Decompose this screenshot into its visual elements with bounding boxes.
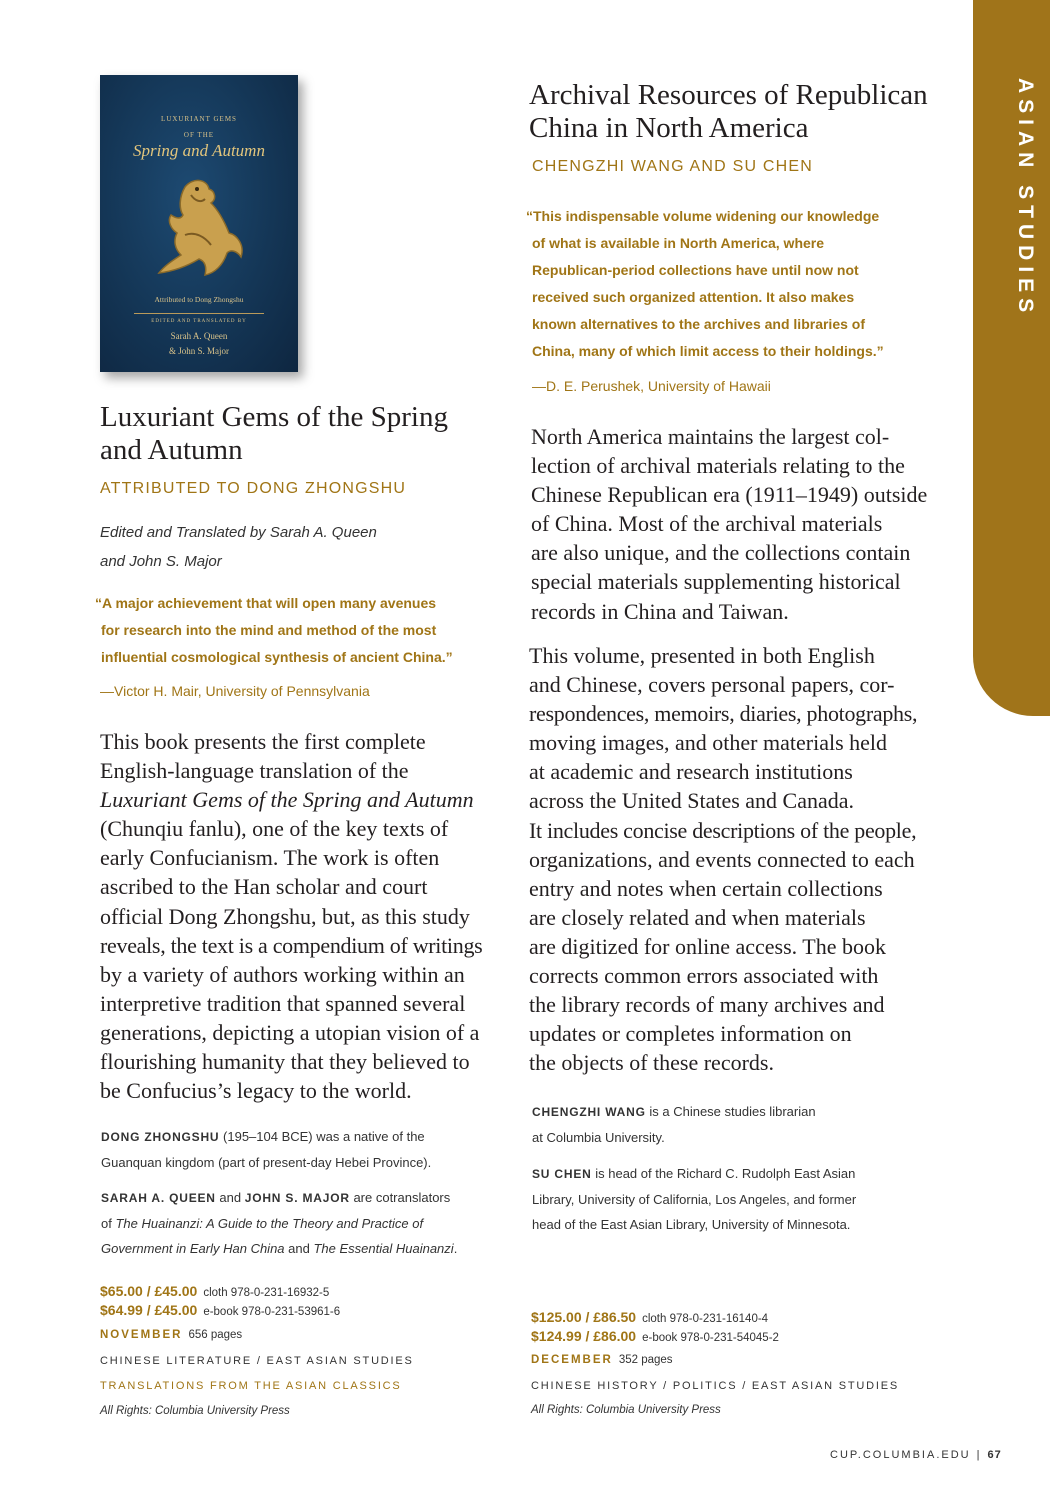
book2-description-line: of China. Most of the archival materials <box>531 511 883 537</box>
book2-description-line: organizations, and events connected to each <box>529 846 915 872</box>
book1-edited-by <box>100 518 377 576</box>
book2-bio-wang <box>532 1099 816 1150</box>
book2-description-line: and Chinese, covers personal papers, cor- <box>529 672 895 698</box>
book2-blurb-line: Republican-period collections have until now not <box>532 262 859 278</box>
bio-text: and <box>288 1241 310 1256</box>
page-footer <box>830 1449 1002 1461</box>
format-isbn: e-book 978-0-231-54045-2 <box>642 1332 779 1344</box>
book1-author: ATTRIBUTED TO DONG ZHONGSHU <box>100 480 407 497</box>
book1-edited-line: and John S. Major <box>100 553 222 570</box>
book2-blurb-line: “This indispensable volume widening our knowledge <box>526 208 880 224</box>
book1-price-cloth <box>100 1283 329 1299</box>
book1-description <box>100 727 482 1105</box>
bio-name: CHENGZHI WANG <box>532 1105 646 1119</box>
book1-blurb-line: “A major achievement that will open many avenues <box>95 595 437 611</box>
pub-month: DECEMBER <box>531 1354 613 1366</box>
book2-description-line: lection of archival materials relating to the <box>531 453 905 479</box>
book2-title-line: Archival Resources of Republican <box>529 79 928 111</box>
book2-blurb-line: known alternatives to the archives and libraries of <box>532 316 865 332</box>
page-number: 67 <box>987 1449 1002 1461</box>
bio-text: (195–104 BCE) was a native of the <box>223 1129 425 1144</box>
book2-description-line: the objects of these records. <box>529 1050 774 1076</box>
book2-description-line: This volume, presented in both English <box>529 643 875 668</box>
book1-description-line: English-language translation of the <box>100 758 409 784</box>
price: $124.99 / £86.00 <box>531 1328 637 1344</box>
book2-blurb-line: China, many of which limit access to their holdings.” <box>532 343 884 359</box>
book2-subjects: CHINESE HISTORY / POLITICS / EAST ASIAN STUDIES <box>531 1380 900 1392</box>
bio-text: . <box>453 1241 458 1256</box>
bio-book-title: Government in Early Han China <box>101 1241 285 1256</box>
book1-title-line: and Autumn <box>100 434 243 466</box>
bio-text: at Columbia University. <box>532 1130 665 1145</box>
book1-description-line: interpretive tradition that spanned several <box>100 990 466 1016</box>
bio-text: is a Chinese studies librarian <box>649 1104 816 1119</box>
bio-text: Guanquan kingdom (part of present-day Hebei Province). <box>101 1155 432 1170</box>
book2-description-line: across the United States and Canada. <box>529 788 855 814</box>
book1-description-line: reveals, the text is a compendium of writings <box>100 932 483 958</box>
book2-rights: All Rights: Columbia University Press <box>531 1404 721 1416</box>
book1-pub-date <box>100 1329 242 1341</box>
book2-pub-date <box>531 1354 673 1366</box>
book2-description-line: are digitized for online access. The book <box>529 933 886 959</box>
book1-description-line: ascribed to the Han scholar and court <box>100 874 428 900</box>
book1-description-line: (Chunqiu fanlu), one of the key texts of <box>100 816 449 842</box>
bio-text: of <box>101 1216 112 1231</box>
book1-title <box>100 401 448 467</box>
book2-blurb-attribution: —D. E. Perushek, University of Hawaii <box>532 378 771 394</box>
book2-description-line: records in China and Taiwan. <box>531 598 789 624</box>
book2-blurb-line: received such organized attention. It also makes <box>532 289 855 305</box>
book1-blurb <box>95 590 453 671</box>
book1-description-line: This book presents the first complete <box>100 729 426 754</box>
bio-text: are cotranslators <box>353 1190 451 1205</box>
bio-text: is head of the Richard C. Rudolph East Asian <box>595 1166 856 1181</box>
book1-title-line: Luxuriant Gems of the Spring <box>100 401 448 433</box>
book1-description-line: generations, depicting a utopian vision of a <box>100 1019 480 1045</box>
price: $65.00 / £45.00 <box>100 1283 198 1299</box>
cover-top-line: OF THE <box>183 131 215 139</box>
book1-edited-line: Edited and Translated by Sarah A. Queen <box>100 524 377 541</box>
footer-website[interactable]: CUP.COLUMBIA.EDU <box>830 1449 971 1461</box>
book2-description-line: North America maintains the largest col- <box>531 424 890 449</box>
book2-description-line: It includes concise descriptions of the people, <box>529 817 917 843</box>
book1-blurb-line: for research into the mind and method of the most <box>101 622 437 638</box>
book1-rights: All Rights: Columbia University Press <box>100 1405 290 1417</box>
bio-name: SU CHEN <box>532 1167 592 1181</box>
bio-text: and <box>219 1190 242 1205</box>
book2-description-line: corrects common errors associated with <box>529 963 879 989</box>
book1-description-line: flourishing humanity that they believed to <box>100 1049 470 1075</box>
bio-name: DONG ZHONGSHU <box>101 1130 220 1144</box>
cover-editor-name: Sarah A. Queen <box>170 331 228 341</box>
footer-separator: | <box>976 1449 982 1461</box>
book2-description-line: special materials supplementing historical <box>531 569 901 595</box>
book2-description-line: are closely related and when materials <box>529 904 866 930</box>
pub-month: NOVEMBER <box>100 1329 183 1341</box>
bio-book-title: The Huainanzi: A Guide to the Theory and Practice of <box>115 1216 424 1231</box>
format-isbn: e-book 978-0-231-53961-6 <box>203 1306 341 1318</box>
book2-price-ebook <box>531 1328 779 1344</box>
book2-description-line: Chinese Republican era (1911–1949) outside <box>531 482 928 508</box>
book1-description-line: early Confucianism. The work is often <box>100 845 440 871</box>
format-isbn: cloth 978-0-231-16932-5 <box>203 1287 330 1299</box>
book2-bio-chen <box>532 1161 856 1237</box>
book1-price-ebook <box>100 1302 340 1318</box>
book2-description-2 <box>529 641 917 1077</box>
book2-description-line: respondences, memoirs, diaries, photographs, <box>529 701 918 727</box>
book1-description-line: be Confucius’s legacy to the world. <box>100 1078 412 1104</box>
cover-top-line: LUXURIANT GEMS <box>161 115 237 123</box>
book2-price-cloth <box>531 1309 768 1325</box>
book1-subjects: CHINESE LITERATURE / EAST ASIAN STUDIES <box>100 1355 414 1367</box>
price: $64.99 / £45.00 <box>100 1302 198 1318</box>
cover-edited-by: EDITED AND TRANSLATED BY <box>151 319 247 324</box>
book1-series: TRANSLATIONS FROM THE ASIAN CLASSICS <box>100 1380 402 1392</box>
bio-book-title: The Essential Huainanzi <box>313 1241 454 1256</box>
book1-bio-translators <box>101 1185 457 1261</box>
book1-description-line: by a variety of authors working within an <box>100 961 465 987</box>
book2-blurb-line: of what is available in North America, where <box>532 235 825 251</box>
page-count: 656 pages <box>188 1329 243 1341</box>
price: $125.00 / £86.50 <box>531 1309 637 1325</box>
book2-description-line: at academic and research institutions <box>529 759 853 785</box>
book1-description-line: Luxuriant Gems of the Spring and Autumn <box>100 787 474 813</box>
bio-text: Library, University of California, Los Angeles, and former <box>532 1192 857 1207</box>
dragon-sculpture-icon <box>145 175 255 280</box>
book2-title <box>529 79 928 145</box>
cover-editors <box>100 329 298 359</box>
book1-bio-author <box>101 1124 431 1175</box>
book2-description-line: moving images, and other materials held <box>529 730 888 756</box>
book1-description-line: official Dong Zhongshu, but, as this study <box>100 903 470 929</box>
page-count: 352 pages <box>618 1354 673 1366</box>
bio-name: SARAH A. QUEEN <box>101 1191 216 1205</box>
book2-description-line: the library records of many archives and <box>529 992 885 1018</box>
bio-name: JOHN S. MAJOR <box>244 1191 350 1205</box>
book1-blurb-attribution: —Victor H. Mair, University of Pennsylvania <box>100 683 370 699</box>
book-cover-image <box>100 75 298 372</box>
bio-text: head of the East Asian Library, University of Minnesota. <box>532 1217 851 1232</box>
book2-description-1 <box>531 422 927 626</box>
cover-divider <box>134 313 264 314</box>
book2-author: CHENGZHI WANG AND SU CHEN <box>532 158 813 175</box>
book2-blurb <box>526 203 884 365</box>
format-isbn: cloth 978-0-231-16140-4 <box>642 1313 769 1325</box>
section-tab <box>973 0 1050 716</box>
book2-description-line: updates or completes information on <box>529 1021 852 1047</box>
section-tab-label: ASIAN STUDIES <box>1014 78 1037 319</box>
book2-title-line: China in North America <box>529 112 809 144</box>
cover-title: Spring and Autumn <box>133 141 265 160</box>
cover-editor-name: & John S. Major <box>168 346 229 356</box>
book1-blurb-line: influential cosmological synthesis of ancient China.” <box>101 649 453 665</box>
cover-attribution: Attributed to Dong Zhongshu <box>154 295 244 304</box>
book2-description-line: entry and notes when certain collections <box>529 875 883 901</box>
book2-description-line: are also unique, and the collections contain <box>531 540 911 566</box>
